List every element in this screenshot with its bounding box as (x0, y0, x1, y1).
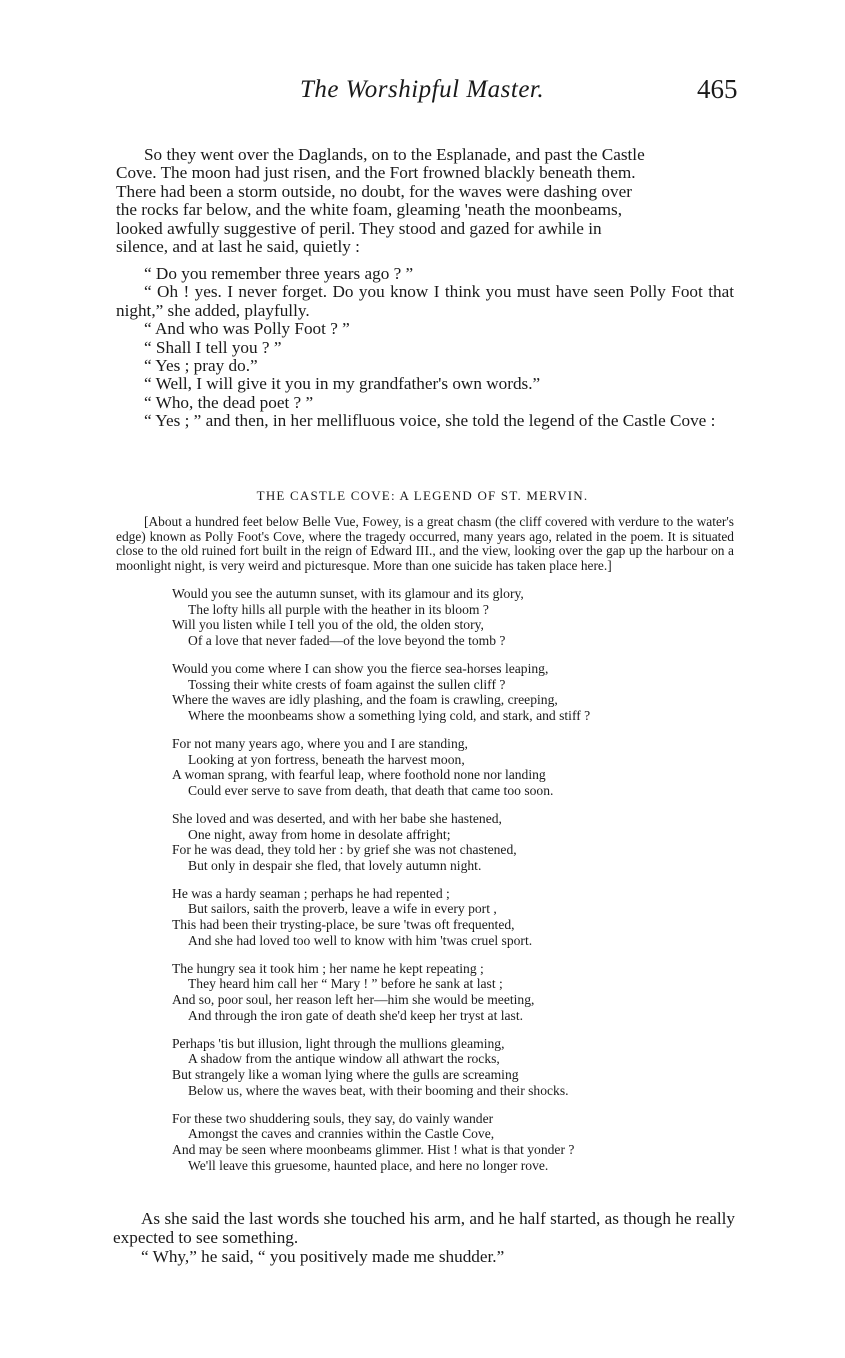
text-line: So they went over the Daglands, on to the Esplanade, and past the Castle (144, 145, 645, 164)
poem-line: And so, poor soul, her reason left her—him she would be meeting, (172, 992, 535, 1008)
poem-line: Looking at yon fortress, beneath the harvest moon, (188, 751, 465, 767)
poem-line: He was a hardy seaman ; perhaps he had repented ; (172, 885, 450, 901)
poem-line: She loved and was deserted, and with her babe she hastened, (172, 810, 502, 826)
page-number: 465 (697, 74, 738, 104)
poem-line: But strangely like a woman lying where the gulls are screaming (172, 1067, 519, 1082)
poem (172, 586, 692, 1186)
poem-line: This had been their trysting-place, be sure 'twas oft frequented, (172, 917, 515, 933)
poem-line: Tossing their white crests of foam against the sullen cliff ? (188, 676, 506, 692)
text-line: the rocks far below, and the white foam, gleaming 'neath the moonbeams, (116, 200, 622, 220)
closing-paragraphs (113, 1209, 735, 1266)
stanza (172, 586, 692, 648)
dialogue-line: “ Do you remember three years ago ? ” (144, 264, 414, 283)
poem-line: Could ever serve to save from death, that death that came too soon. (188, 782, 554, 798)
poem-line: For he was dead, they told her : by grief she was not chastened, (172, 842, 517, 858)
dialogue-line: “ Yes ; ” and then, in her mellifluous voice, she told the legend of the Castle Cove : (144, 411, 716, 431)
text-line: Cove. The moon had just risen, and the Fort frowned blackly beneath them. (116, 163, 636, 183)
stanza (172, 811, 692, 873)
stanza (172, 1036, 692, 1098)
text-line: looked awfully suggestive of peril. They stood and gazed for awhile in (116, 218, 602, 238)
poem-line: Would you see the autumn sunset, with its glamour and its glory, (172, 586, 524, 601)
text-line: silence, and at last he said, quietly : (116, 237, 360, 257)
poem-line: And she had loved too well to know with him 'twas cruel sport. (188, 932, 533, 948)
closing-paragraph: As she said the last words she touched his arm, and he half started, as though he really expected to see something. (113, 1209, 735, 1247)
poem-line: For not many years ago, where you and I are standing, (172, 735, 468, 751)
text-line: There had been a storm outside, no doubt, for the waves were dashing over (116, 181, 632, 201)
stanza (172, 661, 692, 723)
poem-line: And may be seen where moonbeams glimmer. Hist ! what is that yonder ? (172, 1141, 575, 1157)
stanza (172, 1111, 692, 1173)
stanza (172, 961, 692, 1023)
opening-paragraph (116, 146, 734, 256)
dialogue-line: “ Who, the dead poet ? ” (144, 392, 314, 412)
poem-line: For these two shuddering souls, they say, do vainly wander (172, 1110, 494, 1126)
poem-line: The lofty hills all purple with the heather in its bloom ? (188, 601, 489, 617)
stanza (172, 886, 692, 948)
ballad-title: THE CASTLE COVE: A LEGEND OF ST. MERVIN. (256, 488, 589, 503)
poem-line: Where the moonbeams show a something lying cold, and stark, and stiff ? (188, 707, 591, 723)
poem-line: Below us, where the waves beat, with their booming and their shocks. (188, 1082, 569, 1098)
dialogue-line: “ Well, I will give it you in my grandfather's own words.” (144, 374, 541, 394)
poem-line: Will you listen while I tell you of the old, the olden story, (172, 617, 484, 633)
poem-line: A woman sprang, with fearful leap, where foothold none nor landing (172, 767, 546, 783)
poem-line: The hungry sea it took him ; her name he kept repeating ; (172, 960, 484, 976)
dialogue-line: “ Oh ! yes. I never forget. Do you know I think you must have seen Polly Foot that night,” she added, playfully. (116, 282, 734, 320)
dialogue-line: “ Yes ; pray do.” (144, 356, 258, 376)
poem-line: But only in despair she fled, that lovely autumn night. (188, 857, 482, 873)
poem-line: Of a love that never faded—of the love beyond the tomb ? (188, 632, 506, 648)
running-title: The Worshipful Master. (300, 76, 545, 103)
closing-paragraph: “ Why,” he said, “ you positively made me shudder.” (141, 1247, 505, 1266)
stanza (172, 736, 692, 798)
poem-line: Where the waves are idly plashing, and the foam is crawling, creeping, (172, 692, 558, 708)
dialogue-line: “ And who was Polly Foot ? ” (144, 319, 350, 339)
poem-line: But sailors, saith the proverb, leave a wife in every port , (188, 901, 497, 917)
poem-line: A shadow from the antique window all athwart the rocks, (188, 1051, 500, 1067)
headnote: [About a hundred feet below Belle Vue, Fowey, is a great chasm (the cliff covered with verdure to the water's edge) known as Polly Foot's Cove, where the tragedy occurred, many years ago, related in the poem. It is situated close to the old ruined fort built in the reign of Edward III., and the view, looking over the gap up the harbour on a moonlight night, is very weird and picturesque. More than one suicide has taken place here.] (116, 514, 734, 574)
dialogue (116, 265, 734, 431)
poem-line: And through the iron gate of death she'd keep her tryst at last. (188, 1007, 524, 1023)
poem-line: Would you come where I can show you the fierce sea-horses leaping, (172, 660, 549, 676)
poem-line: Perhaps 'tis but illusion, light through the mullions gleaming, (172, 1035, 505, 1051)
poem-line: Amongst the caves and crannies within the Castle Cove, (188, 1126, 495, 1142)
page-header (0, 70, 845, 110)
poem-line: One night, away from home in desolate affright; (188, 826, 451, 842)
poem-line: They heard him call her “ Mary ! ” before he sank at last ; (188, 976, 503, 992)
poem-line: We'll leave this gruesome, haunted place, and here no longer rove. (188, 1157, 549, 1173)
dialogue-line: “ Shall I tell you ? ” (144, 337, 282, 357)
